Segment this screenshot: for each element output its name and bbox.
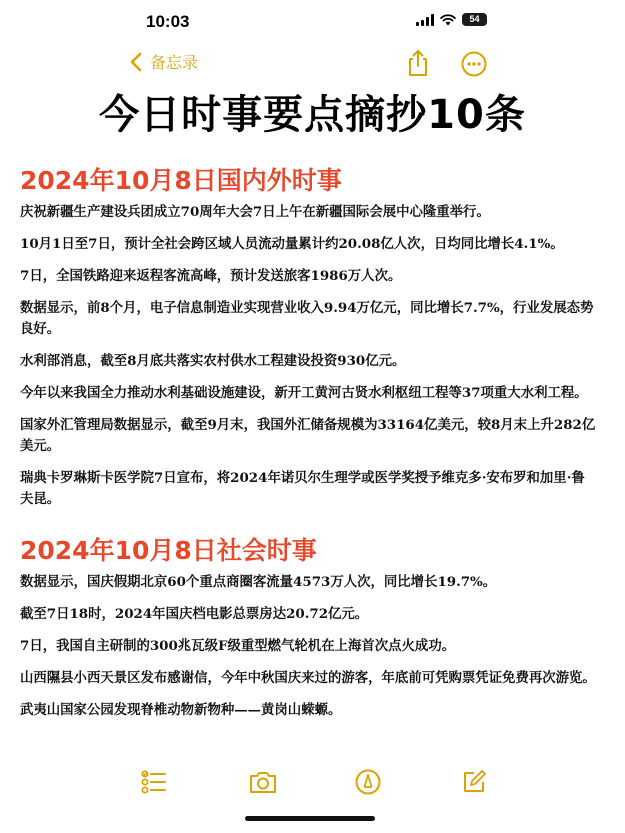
home-indicator[interactable]: [245, 816, 375, 821]
nav-bar: [0, 44, 625, 84]
note-item: 7日，我国自主研制的300兆瓦级F级重型燃气轮机在上海首次点火成功。: [20, 638, 456, 654]
wifi-icon: [440, 14, 456, 26]
status-bar: [0, 0, 625, 44]
more-icon[interactable]: [460, 50, 488, 78]
chevron-left-icon: [128, 51, 144, 73]
status-time: 10:03: [146, 12, 190, 31]
note-item: 今年以来我国全力推动水利基础设施建设，新开工黄河古贤水利枢纽工程等37项重大水利工程。: [20, 385, 588, 401]
note-item: 山西隰县小西天景区发布感谢信，今年中秋国庆来过的游客，年底前可凭购票凭证免费再次游览。: [20, 670, 596, 686]
note-item: 国家外汇管理局数据显示，截至9月末，我国外汇储备规模为33164亿美元，较8月末上升282亿美元。: [20, 417, 596, 454]
section-heading: 2024年10月8日国内外时事: [20, 166, 342, 195]
markup-pen-icon[interactable]: [354, 768, 382, 796]
battery-icon: 54: [462, 13, 487, 26]
note-item: 水利部消息，截至8月底共落实农村供水工程建设投资930亿元。: [20, 353, 406, 369]
back-label: 备忘录: [150, 53, 199, 72]
note-item: 截至7日18时，2024年国庆档电影总票房达20.72亿元。: [20, 606, 369, 622]
note-item: 瑞典卡罗琳斯卡医学院7日宣布，将2024年诺贝尔生理学或医学奖授予维克多·安布罗和加里·鲁夫昆。: [20, 470, 585, 507]
note-item: 7日，全国铁路迎来返程客流高峰，预计发送旅客1986万人次。: [20, 268, 402, 284]
compose-icon[interactable]: [460, 768, 488, 796]
share-icon[interactable]: [404, 48, 432, 78]
camera-icon[interactable]: [248, 768, 278, 796]
bottom-toolbar: [0, 766, 625, 800]
checklist-icon[interactable]: [140, 768, 168, 796]
section-heading: 2024年10月8日社会时事: [20, 536, 317, 565]
note-item: 庆祝新疆生产建设兵团成立70周年大会7日上午在新疆国际会展中心隆重举行。: [20, 204, 490, 220]
note-item: 数据显示，国庆假期北京60个重点商圈客流量4573万人次，同比增长19.7%。: [20, 574, 497, 590]
note-item: 10月1日至7日，预计全社会跨区域人员流动量累计约20.08亿人次，日均同比增长4.1%。: [20, 236, 564, 252]
back-button[interactable]: [128, 50, 198, 73]
status-icons: [416, 13, 487, 26]
note-body[interactable]: [20, 86, 605, 732]
note-item: 数据显示，前8个月，电子信息制造业实现营业收入9.94万亿元，同比增长7.7%，行业发展态势良好。: [20, 300, 594, 337]
signal-icon: [416, 14, 434, 26]
note-item: 武夷山国家公园发现脊椎动物新物种——黄岗山蝾螈。: [20, 702, 342, 718]
note-title: 今日时事要点摘抄10条: [99, 92, 526, 138]
